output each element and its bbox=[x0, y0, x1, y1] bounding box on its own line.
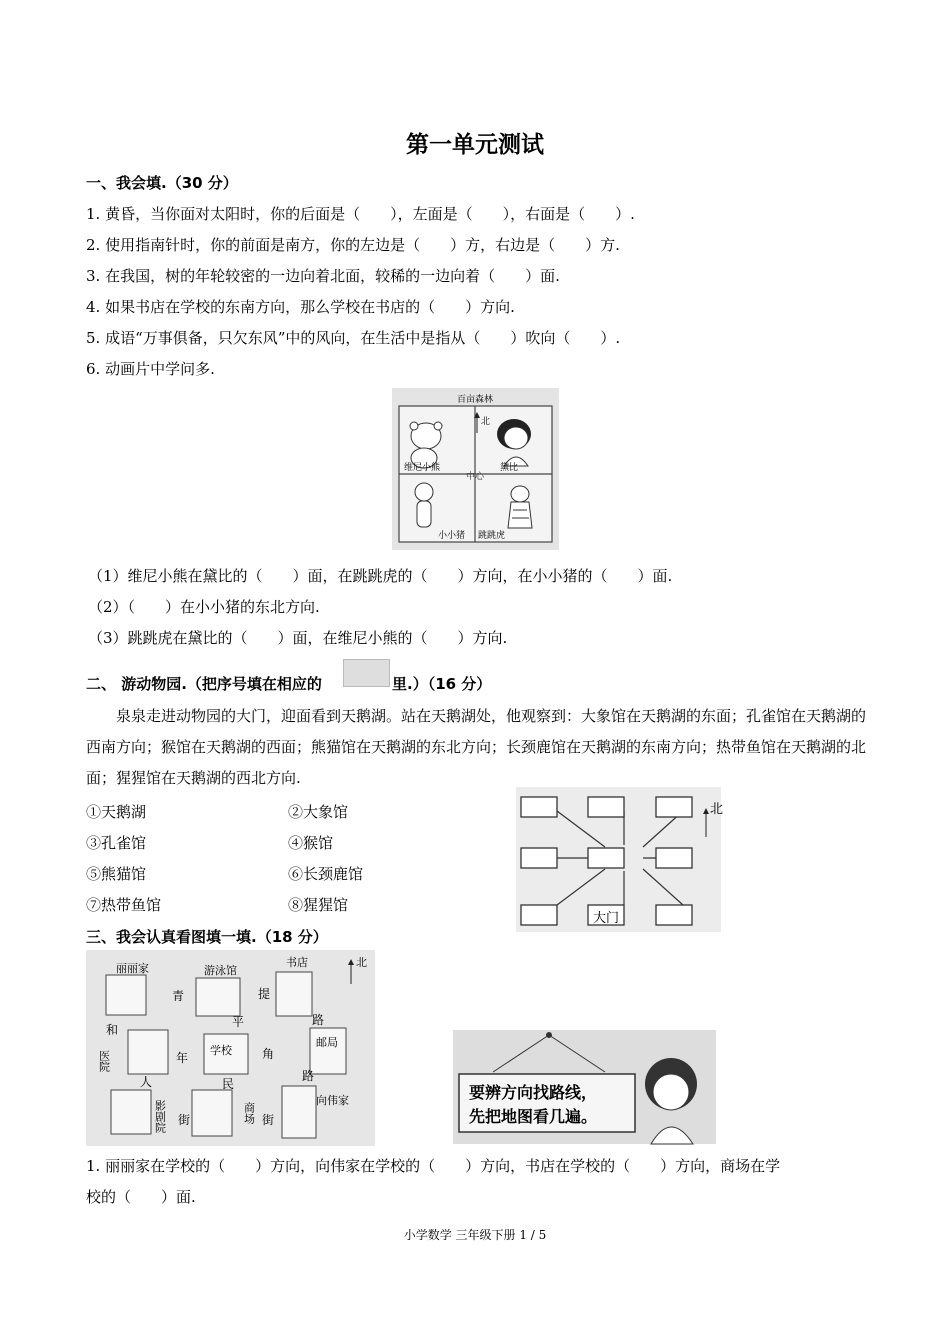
question-2: 2. 使用指南针时，你的前面是南方，你的左边是（ ）方，右边是（ ）方. bbox=[86, 236, 620, 254]
weijia-home-label: 向伟家 bbox=[316, 1094, 349, 1107]
post-office-label: 邮局 bbox=[316, 1036, 338, 1049]
section-3-heading: 三、我会认真看图填一填.（18 分） bbox=[86, 928, 328, 946]
forest-label: 百亩森林 bbox=[456, 395, 494, 405]
road-char-lu-1: 路 bbox=[312, 1013, 325, 1027]
cartoon-direction-figure bbox=[392, 388, 559, 550]
cinema-label: 影剧院 bbox=[153, 1100, 167, 1133]
section-1-heading: 一、我会填.（30 分） bbox=[86, 174, 238, 192]
option-4: ④猴馆 bbox=[288, 834, 334, 852]
road-char-ping: 平 bbox=[232, 1015, 245, 1029]
piglet-label: 小小猪 bbox=[438, 531, 466, 541]
option-7: ⑦热带鱼馆 bbox=[86, 896, 162, 914]
pool-label: 游泳馆 bbox=[204, 964, 237, 977]
north-label: 北 bbox=[481, 417, 491, 427]
gate-label: 大门 bbox=[592, 911, 620, 926]
section-3-question-1-line-1: 1. 丽丽家在学校的（ ）方向，向伟家在学校的（ ）方向，书店在学校的（ ）方向，商场在学 bbox=[86, 1157, 781, 1175]
sign-nail bbox=[546, 1032, 552, 1038]
question-6: 6. 动画片中学问多. bbox=[86, 360, 215, 378]
road-char-min: 民 bbox=[222, 1077, 235, 1091]
town-north-label: 北 bbox=[356, 956, 367, 969]
zoo-map-boxes bbox=[521, 797, 692, 925]
lili-home-label: 丽丽家 bbox=[116, 962, 149, 975]
question-6-part-1: （1）维尼小熊在黛比的（ ）面，在跳跳虎的（ ）方向，在小小猪的（ ）面. bbox=[88, 567, 673, 585]
tigger-icon bbox=[508, 486, 532, 528]
section-3-question-1-line-2: 校的（ ）面. bbox=[86, 1188, 196, 1206]
school-label: 学校 bbox=[210, 1044, 232, 1057]
option-5: ⑤熊猫馆 bbox=[86, 865, 147, 883]
page-title: 第一单元测试 bbox=[406, 132, 544, 158]
center-label: 中心 bbox=[466, 472, 485, 482]
option-6: ⑥长颈鹿馆 bbox=[288, 865, 364, 883]
piglet-icon bbox=[415, 483, 433, 527]
question-1: 1. 黄昏，当你面对太阳时，你的后面是（ ），左面是（ ），右面是（ ）. bbox=[86, 205, 635, 223]
road-char-nian: 年 bbox=[176, 1051, 189, 1065]
road-char-he: 和 bbox=[106, 1023, 119, 1037]
tigger-label: 跳跳虎 bbox=[478, 531, 506, 541]
option-3: ③孔雀馆 bbox=[86, 834, 147, 852]
question-4: 4. 如果书店在学校的东南方向，那么学校在书店的（ ）方向. bbox=[86, 298, 515, 316]
road-char-qing: 青 bbox=[172, 989, 185, 1003]
road-char-jie-1: 街 bbox=[178, 1113, 191, 1127]
road-char-ti: 提 bbox=[258, 987, 271, 1001]
road-char-ren: 人 bbox=[140, 1075, 153, 1089]
daibi-label: 黛比 bbox=[500, 463, 519, 473]
mall-label: 商场 bbox=[242, 1102, 256, 1124]
sign-line-1: 要辨方向找路线， bbox=[469, 1083, 598, 1102]
town-map bbox=[86, 950, 375, 1146]
zoo-map bbox=[516, 787, 724, 932]
question-6-part-3: （3）跳跳虎在黛比的（ ）面，在维尼小熊的（ ）方向. bbox=[88, 629, 508, 647]
section-2-heading-a: 二、 游动物园.（把序号填在相应的 bbox=[86, 675, 322, 693]
zoo-north-label: 北 bbox=[710, 802, 724, 817]
section-2-heading-b: 里.）（16 分） bbox=[392, 675, 492, 693]
hospital-label: 医院 bbox=[97, 1050, 111, 1072]
road-char-lu-2: 路 bbox=[302, 1069, 315, 1083]
bookstore-label: 书店 bbox=[286, 956, 308, 969]
question-6-part-2: （2）（ ）在小小猪的东北方向. bbox=[88, 598, 320, 616]
question-5: 5. 成语“万事俱备，只欠东风”中的风向，在生活中是指从（ ）吹向（ ）. bbox=[86, 329, 621, 347]
page-footer: 小学数学 三年级下册 1 / 5 bbox=[403, 1228, 547, 1242]
road-char-jiao: 角 bbox=[262, 1047, 275, 1061]
option-8: ⑧猩猩馆 bbox=[288, 896, 349, 914]
answer-box-sample bbox=[343, 659, 390, 687]
pooh-label: 维尼小熊 bbox=[404, 463, 441, 473]
road-char-jie-2: 街 bbox=[262, 1113, 275, 1127]
option-1: ①天鹅湖 bbox=[86, 803, 147, 821]
hint-sign-figure bbox=[453, 1030, 716, 1144]
zoo-description: 泉泉走进动物园的大门，迎面看到天鹅湖。站在天鹅湖处，他观察到：大象馆在天鹅湖的东面；孔雀馆在天鹅湖的西南方向；猴馆在天鹅湖的西面；熊猫馆在天鹅湖的东北方向；长颈鹿馆在天鹅湖的东南方向；热带鱼馆在天鹅湖的北面；猩猩馆在天鹅湖的西北方向. bbox=[86, 707, 867, 787]
question-3: 3. 在我国，树的年轮较密的一边向着北面，较稀的一边向着（ ）面. bbox=[86, 267, 560, 285]
sign-line-2: 先把地图看几遍。 bbox=[469, 1107, 598, 1126]
option-2: ②大象馆 bbox=[288, 803, 349, 821]
